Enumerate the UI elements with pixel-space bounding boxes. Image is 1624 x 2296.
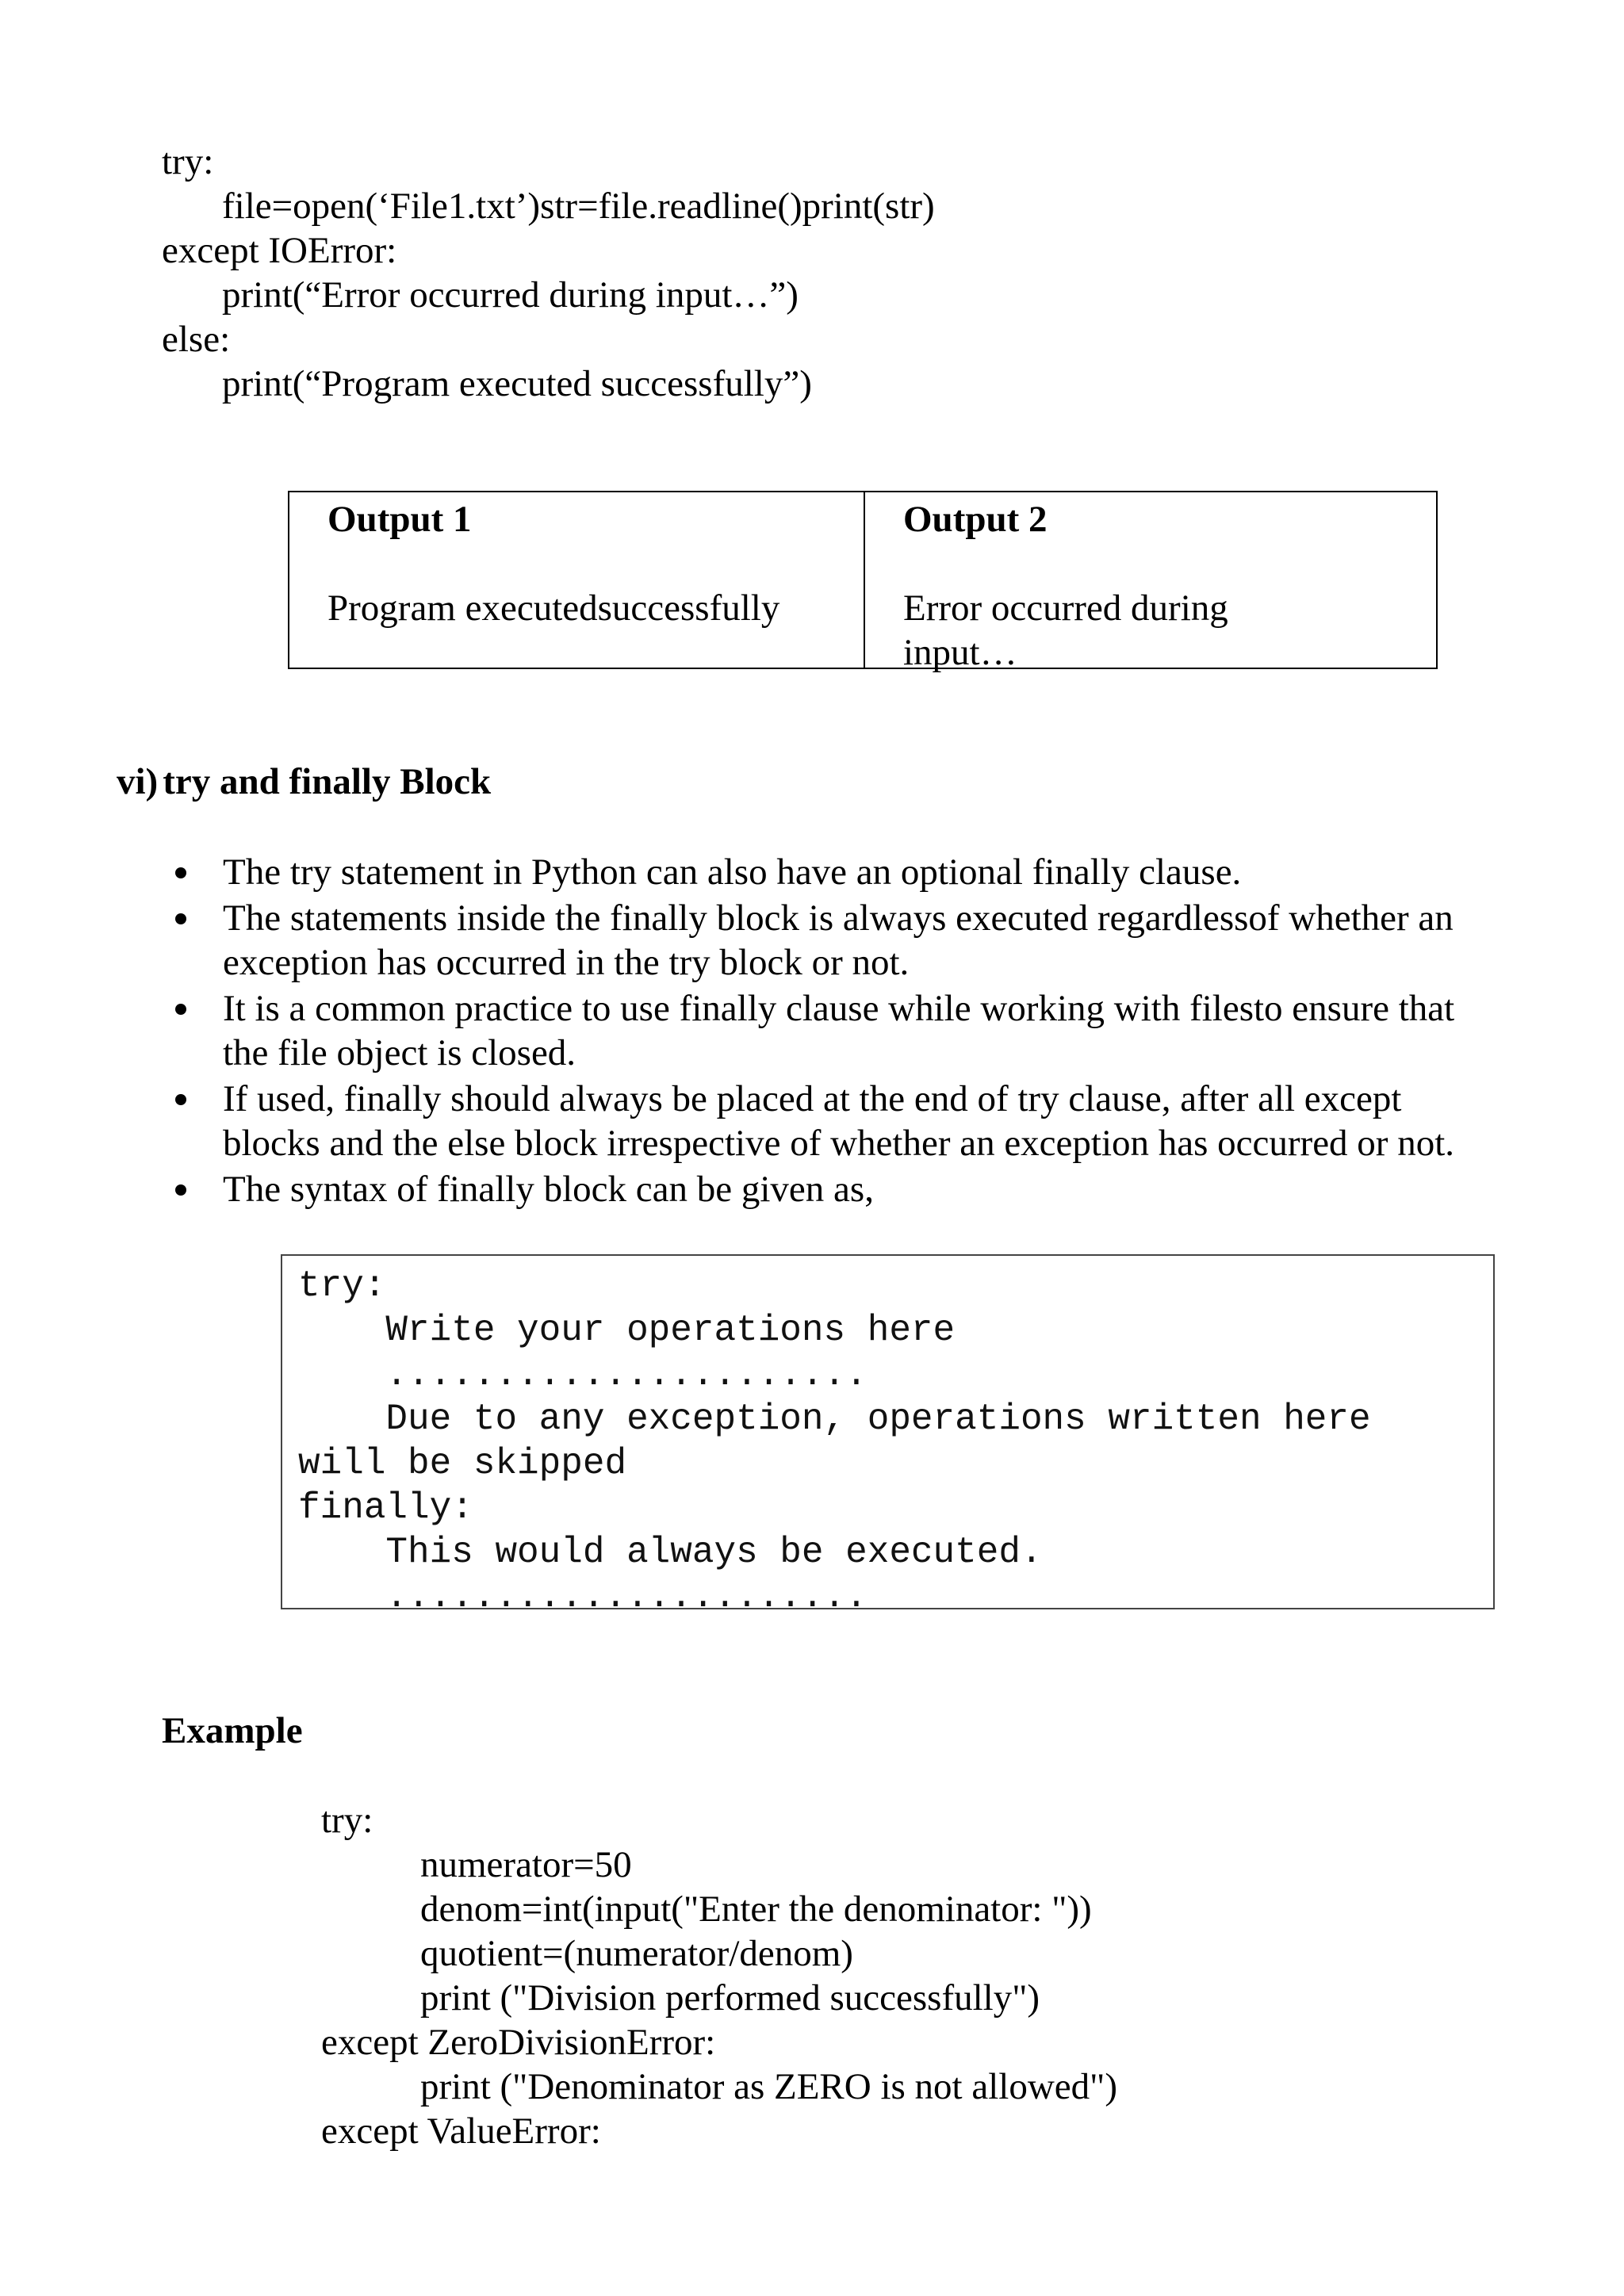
code-line: except ValueError: xyxy=(321,2110,601,2152)
list-item xyxy=(163,1077,1503,1165)
bullet-icon xyxy=(175,913,186,924)
code-line: except IOError: xyxy=(162,230,397,271)
code-line: else: xyxy=(162,319,231,360)
output-2-text: Error occurred during input… xyxy=(903,587,1228,673)
bullet-icon xyxy=(175,1184,186,1196)
code-line: numerator=50 xyxy=(420,1844,632,1885)
output-2-heading: Output 2 xyxy=(903,499,1048,540)
list-item-text: If used, finally should always be placed at the end of try clause, after all except blocks and the else block irrespective of whether an exception has occurred or not. xyxy=(223,1078,1455,1164)
code-line: print(“Error occurred during input…”) xyxy=(222,274,799,316)
output-1-text: Program executedsuccessfully xyxy=(327,587,780,629)
code-line: try: xyxy=(162,141,214,182)
output-table xyxy=(288,491,1438,673)
example-heading: Example xyxy=(162,1710,303,1751)
bullet-list xyxy=(163,850,1503,1213)
code-line: file=open(‘File1.txt’)str=file.readline()print(str) xyxy=(222,186,935,227)
syntax-code: try: Write your operations here ...................... Due to any exception, operations written here will be skipped finally: This would always be executed. ...................... xyxy=(298,1265,1371,1617)
code-line: denom=int(input("Enter the denominator: ")) xyxy=(420,1888,1092,1930)
bullet-icon xyxy=(175,1094,186,1105)
code-line: print ("Division performed successfully") xyxy=(420,1977,1040,2019)
section-title: try and finally Block xyxy=(163,761,492,802)
list-item xyxy=(163,986,1503,1075)
table-divider xyxy=(864,492,865,668)
bullet-icon xyxy=(175,867,186,878)
list-item xyxy=(163,850,1503,894)
section-number: vi) xyxy=(117,761,159,802)
code-line: try: xyxy=(321,1800,373,1841)
list-item-text: The statements inside the finally block is always executed regardlessof whether an exception has occurred in the try block or not. xyxy=(223,897,1454,983)
output-1-heading: Output 1 xyxy=(327,499,472,540)
syntax-code-box xyxy=(281,1254,1495,1617)
list-item-text: The try statement in Python can also have an optional finally clause. xyxy=(223,851,1242,893)
code-line: except ZeroDivisionError: xyxy=(321,2022,716,2063)
list-item-text: The syntax of finally block can be given as, xyxy=(223,1169,874,1210)
code-line: print ("Denominator as ZERO is not allowed") xyxy=(420,2066,1117,2107)
code-line: print(“Program executed successfully”) xyxy=(222,363,812,404)
list-item xyxy=(163,896,1503,985)
code-line: quotient=(numerator/denom) xyxy=(420,1933,853,1974)
section-heading xyxy=(117,760,491,804)
bullet-icon xyxy=(175,1004,186,1015)
list-item xyxy=(163,1167,1503,1211)
list-item-text: It is a common practice to use finally clause while working with filesto ensure that the file object is closed. xyxy=(223,988,1455,1073)
